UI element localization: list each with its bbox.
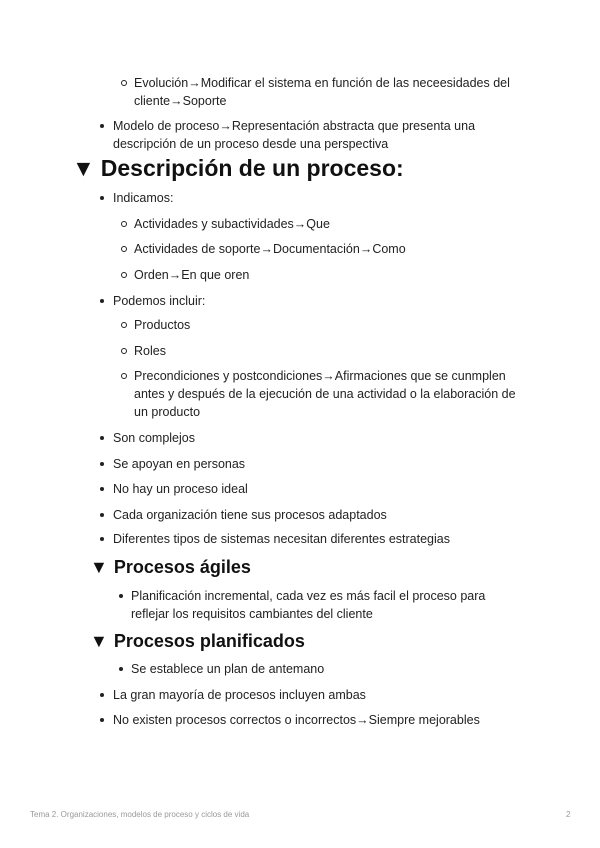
list-item: Evolución→Modificar el sistema en función de las neceesidades del cliente→Soporte — [134, 76, 510, 108]
list-item: No existen procesos correctos o incorrectos→Siempre mejorables — [113, 713, 480, 727]
list-item: Orden→En que oren — [134, 268, 250, 282]
list-item: Indicamos: — [113, 191, 174, 205]
list-item: Actividades de soporte→Documentación→Como — [134, 242, 406, 256]
agiles-title: Procesos ágiles — [113, 557, 251, 577]
list-item: La gran mayoría de procesos incluyen ambas — [113, 688, 366, 702]
list-item: Productos — [134, 318, 191, 332]
toggle-triangle-icon[interactable]: ▼ — [72, 155, 95, 181]
section-heading — [72, 153, 404, 183]
list-item: Son complejos — [113, 431, 195, 445]
list-item: Cada organización tiene sus procesos adaptados — [113, 508, 387, 522]
footer-text: Tema 2. Organizaciones, modelos de proceso y ciclos de vida — [30, 810, 250, 819]
list-item: Modelo de proceso→Representación abstracta que presenta una descripción de un proceso desde una perspectiva — [113, 119, 476, 151]
list-item: Roles — [134, 344, 166, 358]
list-item: No hay un proceso ideal — [113, 482, 248, 496]
list-item: Actividades y subactividades→Que — [134, 217, 330, 231]
list-item: Podemos incluir: — [113, 294, 206, 308]
planificados-title: Procesos planificados — [113, 631, 305, 651]
page-number: 2 — [566, 810, 571, 819]
list-item: Precondiciones y postcondiciones→Afirmaciones que se cunmplen antes y después de la ejecución de una actividad o la elaboración de un producto — [134, 369, 516, 419]
section-title: Descripción de un proceso: — [100, 155, 404, 181]
toggle-triangle-icon[interactable]: ▼ — [90, 557, 108, 577]
list-item: Se establece un plan de antemano — [131, 662, 325, 676]
subsection-heading — [90, 555, 251, 579]
list-item: Planificación incremental, cada vez es más facil el proceso para reflejar los requisitos cambiantes del cliente — [131, 589, 486, 621]
list-item: Diferentes tipos de sistemas necesitan diferentes estrategias — [113, 532, 450, 546]
toggle-triangle-icon[interactable]: ▼ — [90, 631, 108, 651]
list-item: Se apoyan en personas — [113, 457, 246, 471]
subsection-heading — [90, 629, 305, 653]
